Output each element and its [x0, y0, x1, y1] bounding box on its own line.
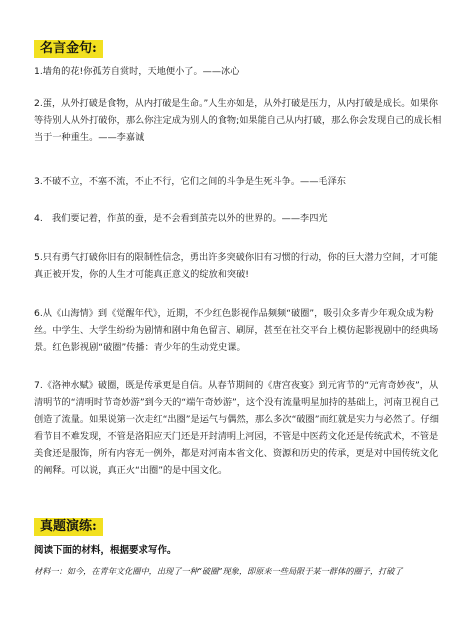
- quote-1: 1.墙角的花!你孤芳自赏时，天地便小了。——冰心: [34, 66, 240, 77]
- famous-quotes-heading: 名言金句:: [34, 40, 103, 58]
- quote-3: 3.不破不立，不塞不流，不止不行，它们之间的斗争是生死斗争。——毛泽东: [34, 176, 346, 187]
- quote-7: 7.《洛神水赋》破圈，既是传承更是自信。从春节期间的《唐宫夜宴》到元宵节的“元宵奇妙夜”，从清明节的“清明时节奇妙游”到今天的“端午奇妙游”，这个没有流量明星加持的基础上，河南卫视自己创造了流量。如果说第一次走红“出圈”是运气与偶然，那么多次“破圈”而红就是实力与必然了。仔细看节目不难发现，不管是洛阳应天门还是开封清明上河园，不管是中医药文化还是传统武术，不管是美食还是服饰，所有内容无一例外，都是对河南本省文化、资源和历史的传承，更是对中国传统文化的阐释。可以说，真正火“出圈”的是中国文化。: [34, 380, 439, 476]
- material-one-text: 材料一：如今，在青年文化圈中，出现了一种“破圈”现象，即原来一些局限于某一群体的圈子，打破了: [34, 566, 403, 576]
- quote-4: 4. 我们要记着，作茧的蚕，是不会看到茧壳以外的世界的。——李四光: [34, 213, 328, 224]
- quote-2: 2.蛋，从外打破是食物，从内打破是生命。”人生亦如是，从外打破是压力，从内打破是成长。如果你等待别人从外打破你，那么你注定成为别人的食物;如果能自己从内打破，那么你会发现自己的成长相当于一种重生。——李嘉诚: [34, 98, 442, 143]
- practice-heading: 真题演练:: [34, 518, 103, 536]
- quote-5: 5.只有勇气打破你旧有的限制性信念，勇出许多突破你旧有习惯的行动，你的巨大潜力空间，才可能真正被开发，你的人生才可能真正意义的绽放和突破!: [34, 252, 438, 280]
- quote-6: 6.从《山海情》到《觉醒年代》，近期，不少红色影视作品频频“破圈”，吸引众多青少年观众成为粉丝。中学生、大学生纷纷为剧情和剧中角色留言、刷屏，甚至在社交平台上模仿起影视剧中的经典场景。红色影视剧“破圈”传播：青少年的生动党史课。: [34, 308, 439, 353]
- writing-task-instruction: 阅读下面的材料，根据要求写作。: [34, 545, 177, 556]
